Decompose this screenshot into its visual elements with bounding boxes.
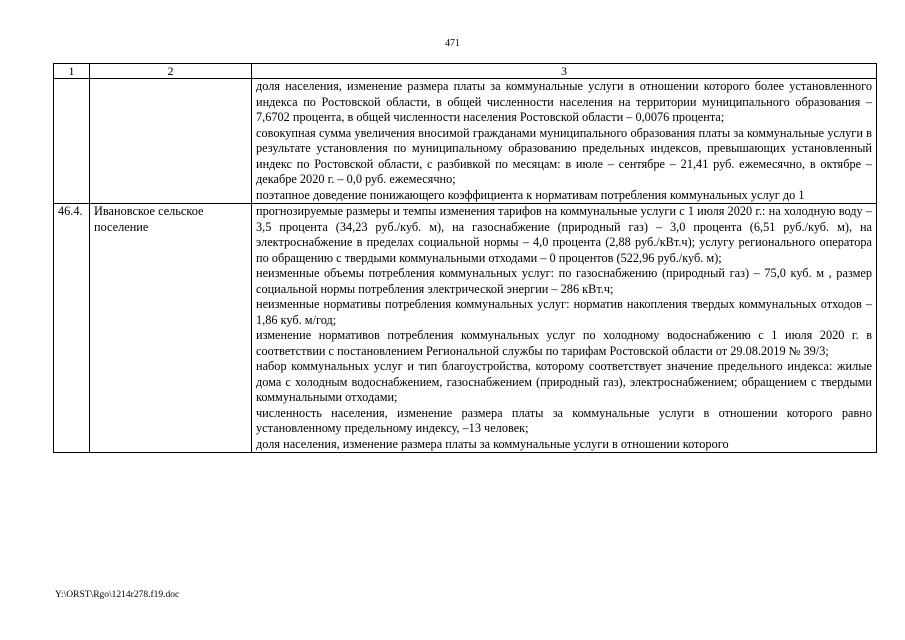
content-paragraph: численность населения, изменение размера платы за коммунальные услуги в отношении которого равно установленному предельному индексу, –13 человек; (256, 405, 872, 435)
content-paragraph: неизменные нормативы потребления коммунальных услуг: норматив накопления твердых коммунальных отходов – 1,86 куб. м/год; (256, 297, 872, 327)
content-paragraph: неизменные объемы потребления коммунальных услуг: по газоснабжению (природный газ) – 75,0 куб. м , размер социальной нормы потребления электрической энергии – 286 кВт.ч; (256, 266, 872, 296)
row-number-cell: 46.4. (54, 204, 90, 453)
document-table (53, 63, 877, 453)
column-header: 2 (90, 64, 252, 79)
table-row (54, 79, 877, 204)
content-paragraph: доля населения, изменение размера платы за коммунальные услуги в отношении которого более установленного индекса по Ростовской области, в общей численности населения на территории муниципального образования – 7,6702 процента, в общей численности населения Ростовской области – 0,0076 процента; (256, 79, 872, 124)
content-cell (252, 204, 877, 453)
footer-file-path: Y:\ORST\Rgo\1214r278.f19.doc (55, 590, 180, 600)
content-paragraph: изменение нормативов потребления коммунальных услуг по холодному водоснабжению с 1 июля 2020 г. в соответствии с постановлением Региональной службы по тарифам Ростовской области от 29.08.2019 № 39/3; (256, 328, 872, 358)
column-header: 3 (252, 64, 877, 79)
content-cell (252, 79, 877, 204)
content-paragraph: поэтапное доведение понижающего коэффициента к нормативам потребления коммунальных услуг до 1 (256, 187, 805, 202)
content-paragraph: прогнозируемые размеры и темпы изменения тарифов на коммунальные услуги с 1 июля 2020 г.: на холодную воду – 3,5 процента (34,23 руб./куб. м), на газоснабжение (природный газ) – 3,0 процента (6,51 руб./куб. м), на электроснабжение в пределах социальной нормы – 4,0 процента (2,88 руб./кВт.ч); услугу регионального оператора по обращению с твердыми коммунальными отходами – 0 процентов (522,96 руб./куб. м); (256, 204, 872, 265)
content-paragraph: совокупная сумма увеличения вносимой гражданами муниципального образования платы за коммунальные услуги в результате установления по муниципальному образованию предельных индексов, превышающих установленный индекс по Ростовской области, с разбивкой по месяцам: в июле – сентябре – 21,41 руб. ежемесячно, в октябре – декабре 2020 г. – 0,0 руб. ежемесячно; (256, 125, 872, 186)
table-header-row (54, 64, 877, 79)
column-header: 1 (54, 64, 90, 79)
content-paragraph: доля населения, изменение размера платы за коммунальные услуги в отношении которого (256, 436, 729, 451)
content-paragraph: набор коммунальных услуг и тип благоустройства, которому соответствует значение предельного индекса: жилые дома с холодным водоснабжением, газоснабжением (природный газ), электроснабжением; обращением с твердыми коммунальными отходами; (256, 359, 872, 404)
table-row (54, 204, 877, 453)
municipality-cell: Ивановское сельское поселение (90, 204, 252, 453)
municipality-cell (90, 79, 252, 204)
row-number-cell (54, 79, 90, 204)
page-number: 471 (445, 38, 460, 49)
